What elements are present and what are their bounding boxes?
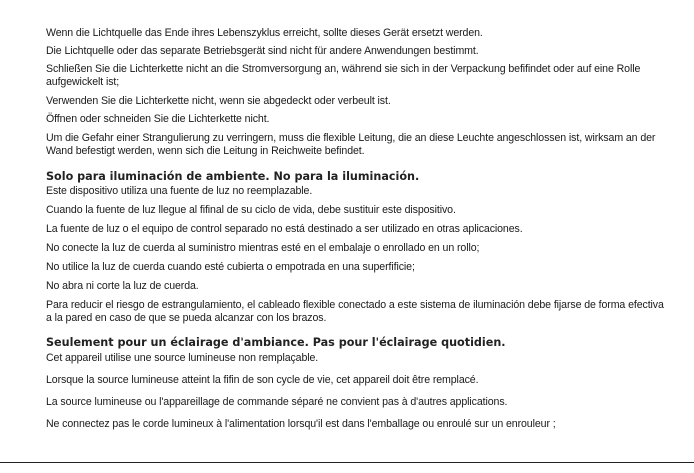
es-heading: Solo para iluminación de ambiente. No para la iluminación. bbox=[46, 170, 420, 183]
es-line-5: No utilice la luz de cuerda cuando esté cubierta o empotrada en una superfificie; bbox=[46, 261, 415, 273]
es-line-2: Cuando la fuente de luz llegue al fifinal de su ciclo de vida, debe sustituir este dispositivo. bbox=[46, 204, 456, 216]
fr-heading: Seulement pour un éclairage d'ambiance. Pas pour l'éclairage quotidien. bbox=[46, 336, 506, 349]
bottom-divider bbox=[0, 462, 694, 463]
es-line-7: Para reducir el riesgo de estrangulamiento, el cableado flexible conectado a este sistema de iluminación debe fijarse de forma efectiva a la pared en caso de que se pueda alcanzar con los brazos. bbox=[46, 299, 664, 324]
de-line-2: Die Lichtquelle oder das separate Betriebsgerät sind nicht für andere Anwendungen bestimmt. bbox=[46, 45, 479, 57]
es-line-1: Este dispositivo utiliza una fuente de luz no reemplazable. bbox=[46, 185, 313, 197]
fr-line-4: Ne connectez pas le corde lumineux à l'alimentation lorsqu'il est dans l'emballage ou enroulé sur un enrouleur ; bbox=[46, 418, 556, 430]
fr-line-2: Lorsque la source lumineuse atteint la fifin de son cycle de vie, cet appareil doit être remplacé. bbox=[46, 374, 479, 386]
de-line-4: Verwenden Sie die Lichterkette nicht, wenn sie abgedeckt oder verbeult ist. bbox=[46, 95, 391, 107]
es-line-6: No abra ni corte la luz de cuerda. bbox=[46, 280, 199, 292]
fr-line-1: Cet appareil utilise une source lumineuse non remplaçable. bbox=[46, 352, 319, 364]
de-line-1: Wenn die Lichtquelle das Ende ihres Lebenszyklus erreicht, sollte dieses Gerät ersetzt werden. bbox=[46, 27, 483, 39]
es-line-3: La fuente de luz o el equipo de control separado no está destinado a ser utilizado en otras aplicaciones. bbox=[46, 223, 523, 235]
es-line-4: No conecte la luz de cuerda al suministro mientras esté en el embalaje o enrollado en un rollo; bbox=[46, 242, 480, 254]
de-line-3: Schließen Sie die Lichterkette nicht an die Stromversorgung an, während sie sich in der Verpackung befifindet oder auf eine Rolle aufgewickelt ist; bbox=[46, 63, 641, 88]
de-line-5: Öffnen oder schneiden Sie die Lichterkette nicht. bbox=[46, 113, 270, 125]
fr-line-3: La source lumineuse ou l'appareillage de commande séparé ne convient pas à d'autres applications. bbox=[46, 396, 508, 408]
de-line-6: Um die Gefahr einer Strangulierung zu verringern, muss die flexible Leitung, die an diese Leuchte angeschlossen ist, wirksam an der Wand befestigt werden, wenn sich die Leitung in Reichweite befindet. bbox=[46, 132, 656, 157]
